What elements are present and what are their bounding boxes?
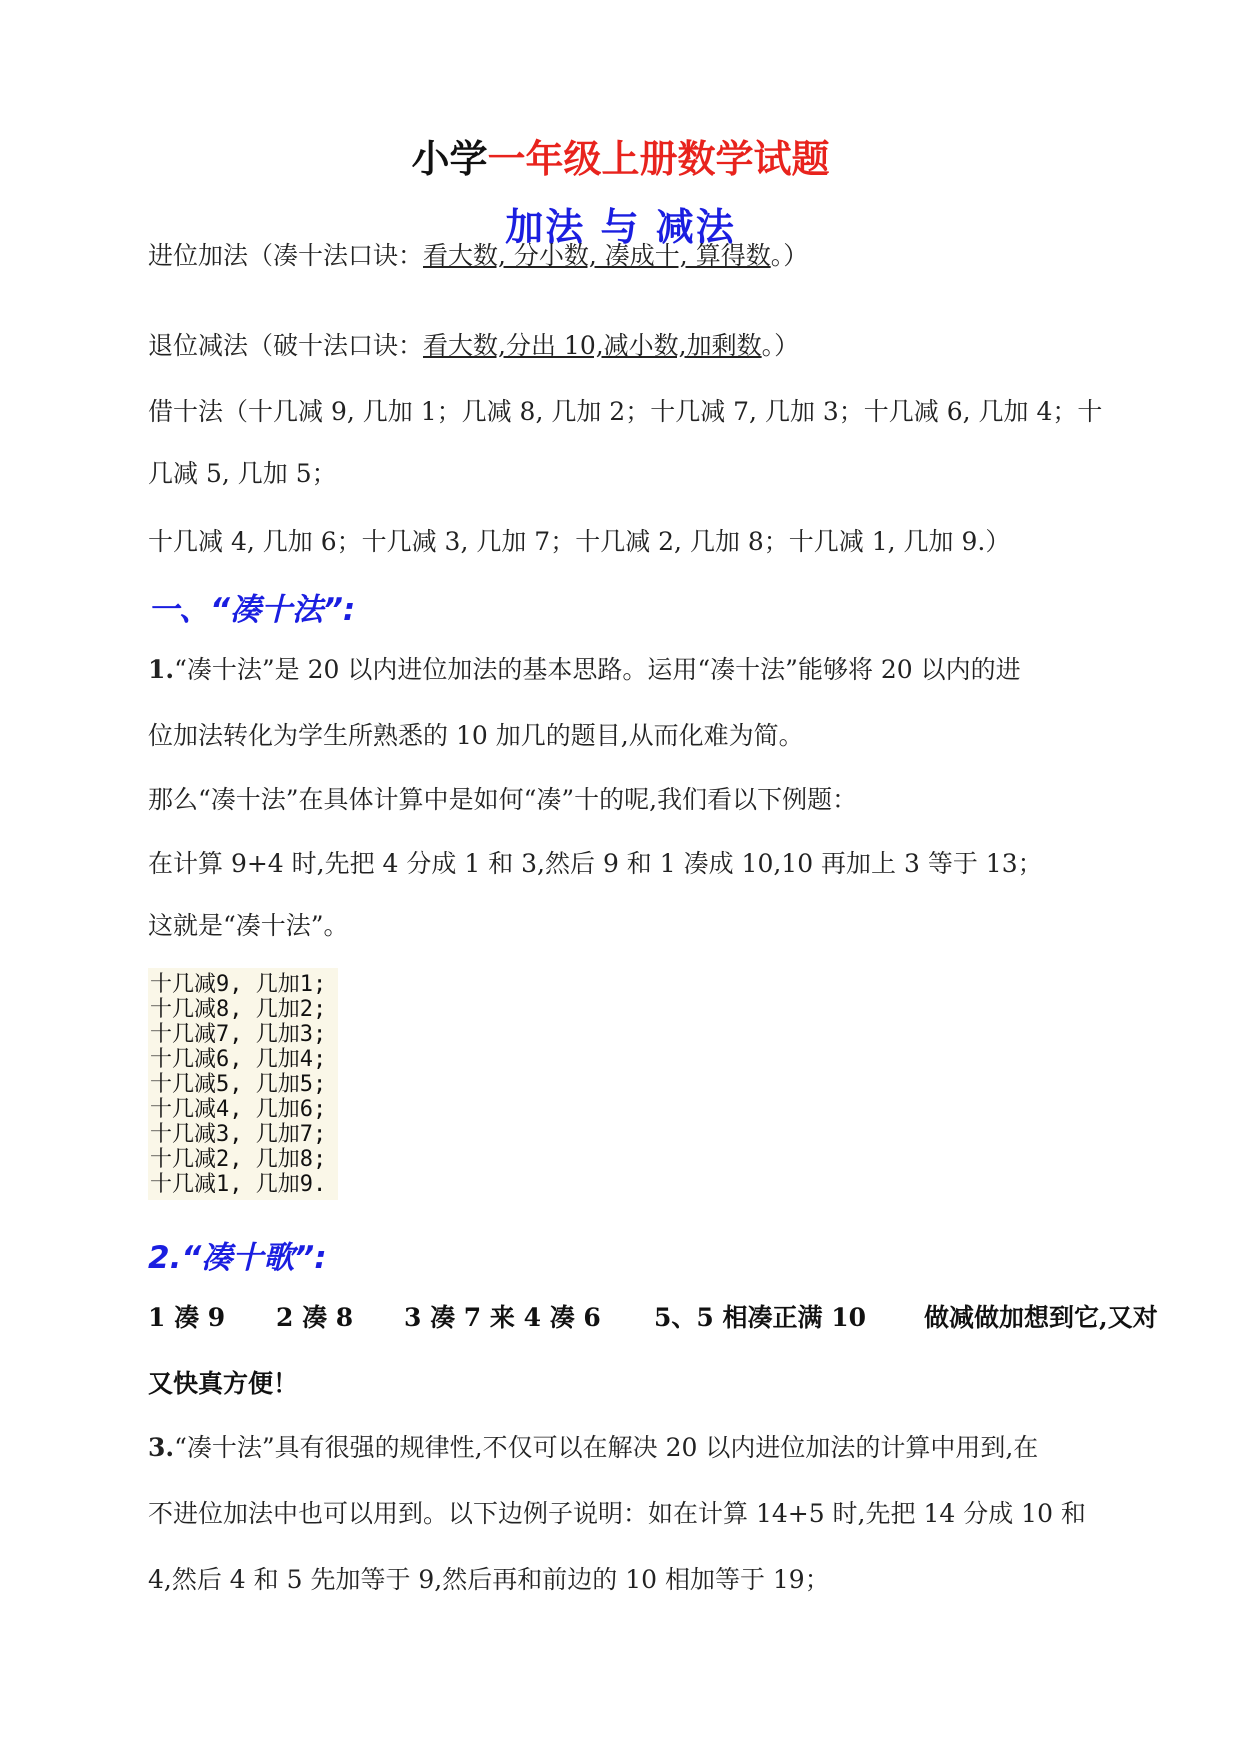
song-line-1: [148, 1298, 1158, 1334]
table-row: 十几减9, 几加1;: [150, 972, 327, 997]
section1-heading: 一、“凑十法”:: [148, 592, 356, 628]
title-part-black: 小学: [411, 137, 488, 181]
section1-paragraph-line-2: 位加法转化为学生所熟悉的 10 加几的题目,从而化难为简。: [148, 721, 804, 750]
section3-line-1: 3.“凑十法”具有很强的规律性,不仅可以在解决 20 以内进位加法的计算中用到,在: [148, 1433, 1039, 1462]
section1-number: 1.: [148, 655, 175, 684]
page-title: [0, 128, 1241, 183]
section1-paragraph-line-5: 这就是“凑十法”。: [148, 911, 349, 940]
borrow-subtraction-rule: 退位减法（破十法口诀：看大数,分出 10,减小数,加剩数。）: [148, 331, 800, 360]
table-row: 十几减4, 几加6;: [150, 1097, 327, 1122]
table-row: 十几减6, 几加4;: [150, 1047, 327, 1072]
page-subtitle: 加法 与 减法: [505, 205, 736, 249]
borrow-ten-line-2: 几减 5, 几加 5；: [148, 459, 337, 488]
title-part-red: 一年级上册数学试题: [487, 137, 830, 181]
section3-number: 3.: [148, 1433, 175, 1462]
section2-heading: 2.“凑十歌”:: [148, 1240, 327, 1276]
table-row: 十几减8, 几加2;: [150, 997, 327, 1022]
borrow-ten-table-image: [148, 968, 338, 1200]
table-row: 十几减3, 几加7;: [150, 1122, 327, 1147]
section1-paragraph-line-3: 那么“凑十法”在具体计算中是如何“凑”十的呢,我们看以下例题：: [148, 785, 858, 814]
song-item: 3 凑 7 来 4 凑 6: [404, 1303, 601, 1332]
borrow-ten-line-3: 十几减 4, 几加 6；十几减 3, 几加 7；十几减 2, 几加 8；十几减 1, 几加 9.）: [148, 527, 1011, 556]
song-item: 做减做加想到它,又对: [924, 1303, 1158, 1332]
section3-line-3: 4,然后 4 和 5 先加等于 9,然后再和前边的 10 相加等于 19；: [148, 1565, 830, 1594]
song-item: 5、5 相凑正满 10: [654, 1303, 866, 1332]
section1-paragraph-line-4: 在计算 9+4 时,先把 4 分成 1 和 3,然后 9 和 1 凑成 10,10 再加上 3 等于 13；: [148, 849, 1043, 878]
carry-addition-rule: 进位加法（凑十法口诀：看大数, 分小数, 凑成十, 算得数。）: [148, 241, 809, 270]
section1-paragraph-line-1: 1.“凑十法”是 20 以内进位加法的基本思路。运用“凑十法”能够将 20 以内的进: [148, 655, 1021, 684]
table-row: 十几减2, 几加8;: [150, 1147, 327, 1172]
song-line-2: 又快真方便！: [148, 1369, 299, 1398]
song-item: 1 凑 9: [148, 1303, 226, 1332]
song-item: 2 凑 8: [276, 1303, 354, 1332]
table-row: 十几减5, 几加5;: [150, 1072, 327, 1097]
borrow-ten-line-1: 借十法（十几减 9, 几加 1；几减 8, 几加 2；十几减 7, 几加 3；十几减 6, 几加 4；十: [148, 397, 1103, 426]
table-row: 十几减1, 几加9.: [150, 1172, 327, 1197]
table-row: 十几减7, 几加3;: [150, 1022, 327, 1047]
section3-line-2: 不进位加法中也可以用到。以下边例子说明：如在计算 14+5 时,先把 14 分成 10 和: [148, 1499, 1086, 1528]
